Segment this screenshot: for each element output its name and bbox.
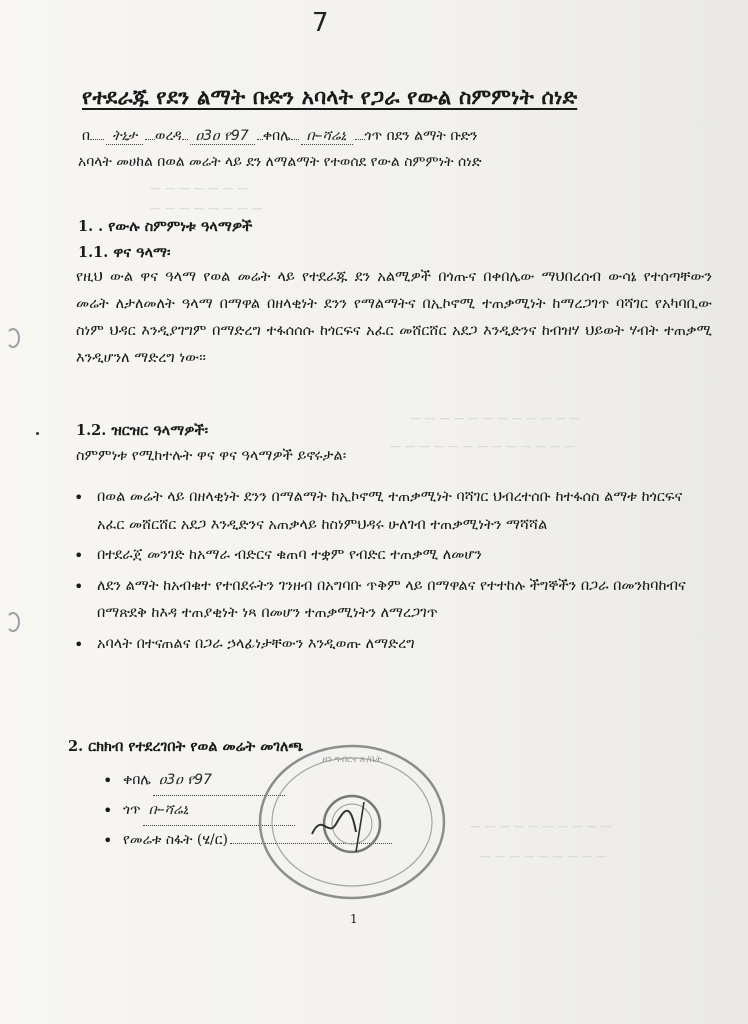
list-item: • በወል መሬት ላይ በዘላቂነት ደንን በማልማት ከኢኮኖሚ ተጠቃሚነት ባሻገር ህብረተሰቡ ከተፋሰስ ልማቱ ከጎርፍና አፈር መሸርሸር አደጋ እንዲድንና አጠቃላይ ከስነምህዳሩ ሁለገብ ተጠቃሚነትን ማሻሻል [74,484,714,539]
woreda-label: ወረዳ [155,128,182,144]
bleed-through-text: — — — — — — — — — [480,850,607,863]
bleed-through-text: — — — — — — — — — — — — [410,412,581,425]
dotted-fill [355,139,365,140]
section-1-2-heading: 1.2. ዝርዝር ዓላማዎች፡ [76,422,209,439]
page-footer-number: 1 [350,912,358,926]
got-item-field[interactable]: ቡ-ሻሬኒ [143,796,295,826]
list-item: • በተደራጀ መንገድ ከአማራ ብድርና ቁጠባ ተቋም የብድር ተጠቃሚ ለመሆን [74,542,714,570]
intro-line-1 [82,128,477,145]
list-item: • ለደን ልማት ከአብቁተ የተበደሩትን ገንዘብ በአግባቡ ጥቅም ላይ በማዋልና የተተከሉ ችግኞችን በጋራ በመንከባከብና በማጽደቅ ከእዳ ተጠያቂነት ነጻ በመሆን ተጠቃሚነትን ለማረጋገጥ [74,573,714,628]
got-field[interactable]: ቡ-ሻሬኒ [301,128,353,145]
section-1-heading: 1. . የውሉ ስምምነቱ ዓላማዎች [78,218,253,235]
section-1-1-heading: 1.1. ዋና ዓላማ፡ [78,244,171,261]
zone-field[interactable]: ዐ3ዐ የ97 [190,128,255,145]
section-1-1-body: የዚህ ውል ዋና ዓላማ የወል መሬት ላይ የተደራጁ ደን አልሚዎች በጎጡና በቀበሌው ማህበረሰብ ውሳኔ የተሰጣቸውን መሬት ለታለመለት ዓላማ በማዋል በዘላቂነት ደንን የማልማትና በኢኮኖሚ ተጠቃሚነት ከማረጋገጥ ባሻገር የአካባቢው ስነም ህዳር እንዲያገግም በማድረግ ተፋሰሰሱ ከጎርፍና አፈር መሸርሸር አደጋ እንዲድንና ከብዝሃ ህይወት ሃብት ተጠቃሚ እንዲሆንለ ማድረግ ነው፡፡ [76,269,712,366]
kebele-item-field[interactable]: ዐ3ዐ የ97 [153,766,285,796]
dotted-fill [145,139,155,140]
margin-dot [36,432,39,435]
kebele-item-label: ቀበሌ [123,772,151,788]
list-item: • አባላት በተናጠልና በጋራ ኃላፊነታቸውን እንዲወጡ ለማድረግ [74,631,714,659]
dotted-fill [90,139,104,140]
dotted-fill [291,139,299,140]
bleed-through-text: — — — — — — — — [150,202,263,215]
intro-line-2: አባላት መሀከል በወል መሬት ላይ ደን ለማልማት የተወሰደ የውል ስምምነት ሰነድ [78,154,482,170]
bleed-through-text: — — — — — — — [150,182,248,195]
got-item-label: ጎጥ [123,802,141,818]
bleed-through-text: — — — — — — — — — — [470,820,612,833]
section-1-2-intro: ስምምነቱ የሚከተሉት ዋና ዋና ዓላማዎች ይኖሩታል፡ [76,448,347,464]
official-stamp [252,742,452,902]
got-label: ጎጥ በደን ልማት ቡድን [364,128,478,144]
bleed-through-text: — — — — — — — — — — — — — [390,440,575,453]
woreda-field[interactable]: ትኒታ [106,128,143,145]
stamp-text: ዞን ግብርና ጽ/ቤት [322,755,382,765]
objectives-list [74,484,714,661]
intro-prefix: በ [82,128,91,144]
dotted-fill [182,139,188,140]
punch-hole [6,612,20,632]
handwritten-page-number: 7 [312,8,329,38]
section-2-heading: 2. ርክክብ የተደረገበት የወል መሬት መገለጫ [68,738,304,755]
area-item-label: የመሬቱ ስፋት (ሄ/ር) [123,832,228,848]
document-title: የተደራጁ የደን ልማት ቡድን አባላት የጋራ የውል ስምምነት ሰነድ [82,84,578,109]
kebele-label: ቀበሌ [262,128,291,144]
punch-hole [6,328,20,348]
